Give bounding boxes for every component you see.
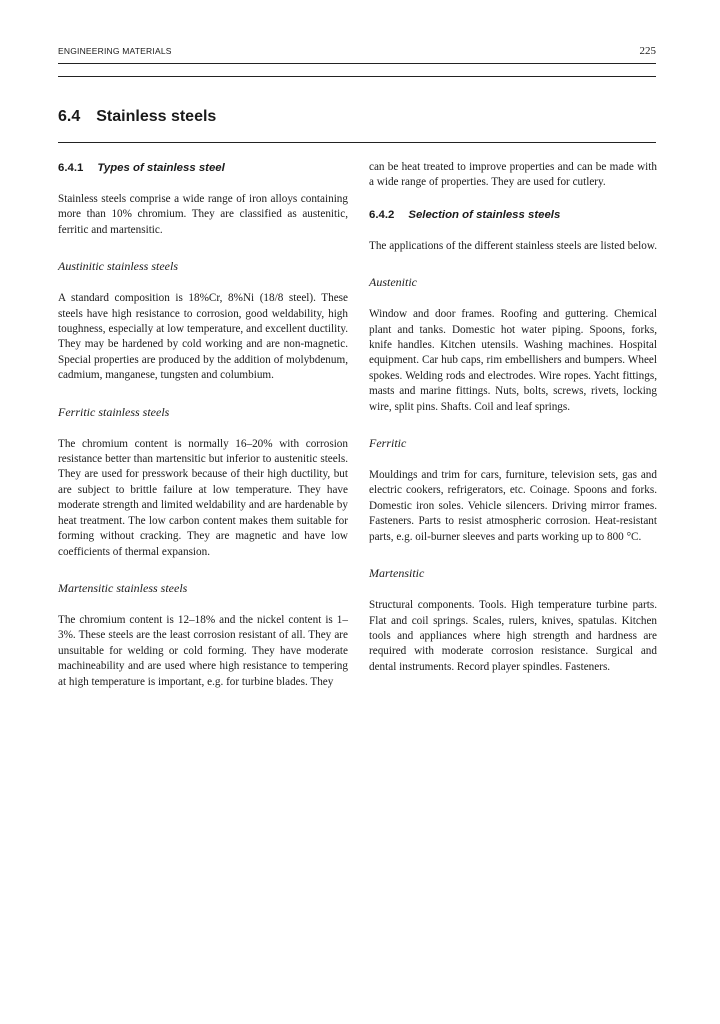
austenitic-uses-paragraph: Window and door frames. Roofing and guttering. Chemical plant and tanks. Domestic hot water piping. Spoons, forks, knife handles. Kitchen utensils. Washing machines. Hospital equipment. Car hub caps, rim embellishers and bumpers. Wheel spokes. Welding rods and electrodes. Wire ropes. Yacht fittings, masts and marine fittings. Nuts, bolts, screws, rivets, locking wire, split pins. Shafts. Coil and leaf springs. [369,308,657,413]
subsection-heading-selection [369,207,657,223]
header-rule-bottom [58,76,656,77]
section-rule [58,142,656,143]
subsection-number: 6.4.1 [58,162,84,174]
running-title: ENGINEERING MATERIALS [58,46,172,56]
martensitic-heading: Martensitic stainless steels [58,580,188,595]
continuation-paragraph: can be heat treated to improve properties and can be made with a wide range of properties. They are used for cutlery. [369,161,657,189]
page-number: 225 [639,45,656,57]
right-column [369,160,657,675]
martensitic-uses-heading: Martensitic [369,566,425,581]
martensitic-paragraph: The chromium content is 12–18% and the nickel content is 1–3%. These steels are the least corrosion resistant of all. They are unsuitable for welding or cold forming. They have moderate machineability and are used where high resistance to tempering at high temperature is important, e.g. for turbine blades. They [58,613,348,688]
section-number: 6.4 [58,108,81,125]
running-head [58,46,656,60]
austenitic-uses-heading: Austenitic [369,275,417,290]
section-heading [58,108,216,126]
subsection-number: 6.4.2 [369,208,395,221]
ferritic-paragraph: The chromium content is normally 16–20% with corrosion resistance better than martensitic but inferior to austenitic steels. They are used for presswork because of their high ductility, but are subject to brittle failure at low temperature. They have moderate strength and limited weldability and are hardenable by heat treatment. The low carbon content makes them suitable for forming without cracking. They are magnetic and have low coefficients of thermal expansion. [58,437,348,558]
ferritic-uses-paragraph: Mouldings and trim for cars, furniture, television sets, gas and electric cookers, refrigerators, etc. Coinage. Spoons and forks. Domestic iron soles. Vehicle silencers. Driving mirror frames. Fasteners. Parts to resist atmospheric corrosion. Heat-resistant parts, e.g. oil-burner sleeves and parts working up to 800 °C. [369,469,657,543]
ferritic-heading: Ferritic stainless steels [58,404,170,419]
header-rule-top [58,63,656,64]
austenitic-heading: Austinitic stainless steels [58,259,178,274]
austenitic-paragraph: A standard composition is 18%Cr, 8%Ni (18/8 steel). These steels have high resistance to corrosion, good weldability, high toughness, especially at low temperature, and excellent ductility. They may be hardened by cold working and are non-magnetic. Special properties are produced by the addition of molybdenum, cadmium, manganese, tungsten and columbium. [58,292,348,382]
subsection-title: Selection of stainless steels [408,208,561,221]
subsection-title: Types of stainless steel [97,162,225,174]
intro-paragraph: Stainless steels comprise a wide range of iron alloys containing more than 10% chromium. They are classified as austenitic, ferritic and martensitic. [58,193,348,236]
ferritic-uses-heading: Ferritic [369,436,407,451]
martensitic-uses-paragraph: Structural components. Tools. High temperature turbine parts. Flat and coil springs. Scales, rulers, knives, spatulas. Kitchen tools and appliances where high strength and hardness are required with moderate corrosion resistance. Surgical and dental instruments. Record player spindles. Fasteners. [369,599,657,673]
left-column [58,160,348,690]
selection-intro-paragraph: The applications of the different stainless steels are listed below. [369,239,657,252]
section-title: Stainless steels [96,108,217,125]
subsection-heading-types [58,160,348,176]
